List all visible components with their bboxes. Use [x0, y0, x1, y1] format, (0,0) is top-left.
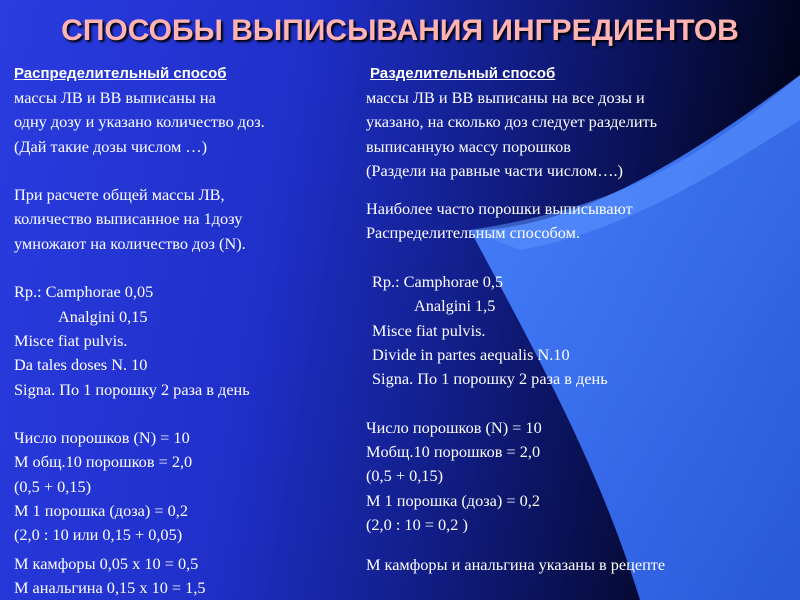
left-calc-line: Число порошков (N) = 10: [14, 428, 190, 448]
right-recipe-line: Divide in partes aequalis N.10: [372, 344, 570, 364]
right-recipe-line: Signa. По 1 порошку 2 раза в день: [372, 369, 608, 389]
right-text-line: выписанную массу порошков: [366, 136, 571, 156]
left-recipe-line: Misce fiat pulvis.: [14, 330, 128, 350]
left-text-line: умножают на количество доз (N).: [14, 233, 246, 253]
left-column: [14, 64, 364, 600]
left-recipe-line: Analgini 0,15: [58, 306, 148, 326]
left-calc-line: M 1 порошка (доза) = 0,2: [14, 501, 188, 521]
left-text-line: одну дозу и указано количество доз.: [14, 112, 265, 132]
right-text-line: Распределительным способом.: [366, 223, 580, 243]
left-final-line: M камфоры 0,05 x 10 = 0,5: [14, 553, 199, 573]
right-calc-line: (0,5 + 0,15): [366, 466, 444, 486]
left-heading: Распределительный способ: [14, 65, 227, 82]
right-calc-line: (2,0 : 10 = 0,2 ): [366, 515, 468, 535]
left-calc-line: (2,0 : 10 или 0,15 + 0,05): [14, 525, 183, 545]
right-recipe-line: Misce fiat pulvis.: [372, 320, 486, 340]
right-final-line: M камфоры и анальгина указаны в рецепте: [366, 555, 666, 575]
left-recipe-line: Rp.: Camphorae 0,05: [14, 282, 154, 302]
left-recipe-line: Da tales doses N. 10: [14, 355, 148, 375]
left-recipe-line: Signa. По 1 порошку 2 раза в день: [14, 379, 250, 399]
right-heading: Разделительный способ: [370, 65, 556, 82]
left-text-line: массы ЛВ и ВВ выписаны на: [14, 88, 216, 107]
left-text-line: (Дай такие дозы числом …): [14, 136, 208, 156]
right-recipe-line: Rp.: Camphorae 0,5: [372, 272, 504, 292]
right-text-line: массы ЛВ и ВВ выписаны на все дозы и: [366, 88, 645, 107]
left-calc-line: (0,5 + 0,15): [14, 476, 92, 496]
right-calc-line: M 1 порошка (доза) = 0,2: [366, 490, 540, 510]
left-final-line: M анальгина 0,15 x 10 = 1,5: [14, 577, 206, 597]
slide-title: СПОСОБЫ ВЫПИСЫВАНИЯ ИНГРЕДИЕНТОВ: [61, 14, 739, 47]
left-text-line: количество выписанное на 1дозу: [14, 209, 243, 229]
right-recipe-line: Analgini 1,5: [414, 296, 496, 316]
right-calc-line: Mобщ.10 порошков = 2,0: [366, 442, 541, 462]
left-text-line: При расчете общей массы ЛВ,: [14, 185, 225, 205]
left-calc-line: M общ.10 порошков = 2,0: [14, 452, 193, 472]
right-text-line: указано, на сколько доз следует разделить: [366, 112, 658, 132]
right-text-line: Наиболее часто порошки выписывают: [366, 199, 633, 219]
right-text-line: (Раздели на равные части числом….): [366, 160, 623, 180]
right-column: [366, 64, 786, 578]
right-calc-line: Число порошков (N) = 10: [366, 417, 542, 437]
